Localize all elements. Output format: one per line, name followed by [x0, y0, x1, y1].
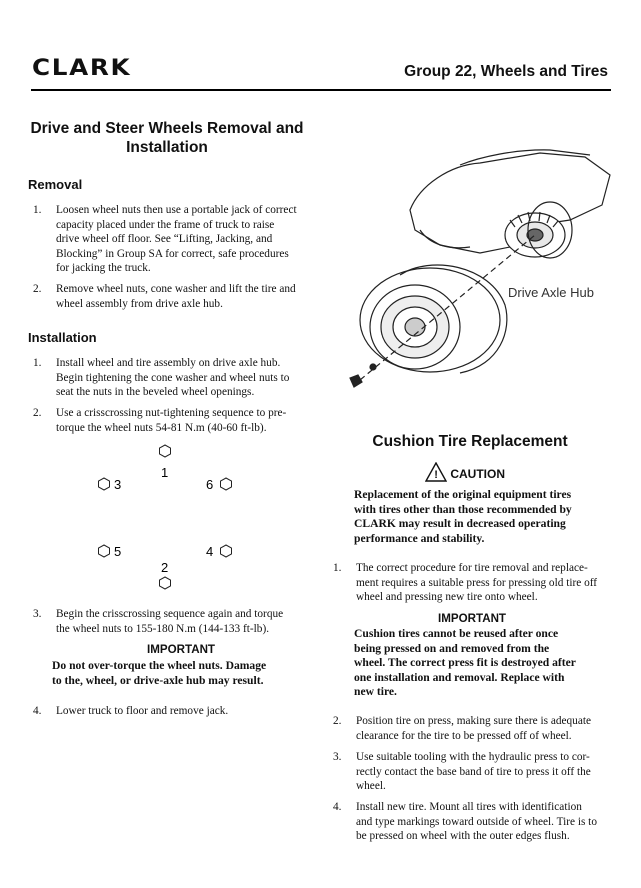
wheel-bore [405, 318, 425, 336]
nut-1-hex-icon [160, 445, 171, 457]
text-line: for jacking the truck. [56, 262, 151, 275]
text-line: Do not over-torque the wheel nuts. Damage [52, 659, 267, 672]
text-line: Install wheel and tire assembly on drive axle hub. [56, 357, 281, 369]
nut-label-3: 3 [114, 477, 122, 492]
nut-2-hex-icon [160, 577, 171, 589]
text-line: Remove wheel nuts, cone washer and lift the tire and [56, 283, 296, 295]
text-line: Install new tire. Mount all tires with identification [356, 801, 582, 813]
important-note-right [354, 627, 588, 700]
text-line: being pressed on and removed from the [354, 641, 550, 655]
text-line: Cushion tires cannot be reused after once [354, 627, 559, 640]
caution-note [354, 488, 590, 546]
removal-step-1 [33, 203, 308, 276]
text-line: ment requires a suitable press for pressing old tire off [356, 576, 598, 589]
page-header-title: Group 22, Wheels and Tires [404, 63, 608, 80]
nut-label-1: 1 [161, 465, 169, 480]
step-number: 2. [33, 407, 42, 419]
text-line: Begin tightening the cone washer and wheel nuts to [56, 371, 290, 384]
section-title [28, 119, 306, 157]
text-line: drive wheel off floor. See “Lifting, Jacking, and [56, 233, 273, 246]
nut-label-4: 4 [206, 544, 214, 559]
svg-text:!: ! [434, 469, 438, 481]
cushion-step-2 [333, 714, 611, 743]
cushion-step-3 [333, 750, 611, 794]
text-line: Use suitable tooling with the hydraulic press to cor- [356, 751, 590, 763]
install-step-2 [33, 406, 308, 435]
text-line: The correct procedure for tire removal and replace- [356, 562, 588, 574]
nut-6-hex-icon [221, 478, 232, 490]
nut-label-2: 2 [161, 560, 169, 575]
installation-heading: Installation [28, 330, 97, 345]
caution-header [425, 462, 505, 482]
header-rule [31, 89, 611, 91]
step-number: 2. [33, 283, 42, 295]
step-number: 1. [333, 562, 342, 574]
step-number: 4. [333, 801, 342, 813]
caution-title: CAUTION [450, 467, 506, 481]
section-title-line1: Drive and Steer Wheels Removal and [30, 120, 304, 137]
wheel-nut [350, 375, 362, 387]
cone-washer [370, 364, 376, 370]
nut-5-hex-icon [99, 545, 110, 557]
important-title-right: IMPORTANT [437, 612, 507, 625]
warning-icon [425, 462, 447, 482]
text-line: wheel. The correct press fit is destroyed after [354, 656, 576, 670]
step-number: 3. [33, 608, 42, 620]
cushion-tire-title: Cushion Tire Replacement [372, 433, 568, 450]
important-title-left: IMPORTANT [146, 643, 216, 656]
clark-logo: CLARK [32, 56, 132, 81]
install-step-3 [33, 607, 308, 636]
text-line: wheel and pressing new tire onto wheel. [356, 591, 538, 604]
nut-4-hex-icon [221, 545, 232, 557]
step-number: 1. [33, 357, 42, 369]
text-line: Use a crisscrossing nut-tightening sequence to pre- [56, 407, 287, 419]
install-step-1 [33, 356, 308, 400]
text-line: wheel. [356, 780, 386, 793]
text-line: clearance for the tire to be pressed off of wheel. [356, 729, 572, 742]
step-number: 3. [333, 751, 342, 763]
removal-heading: Removal [28, 177, 83, 192]
text-line: to the, wheel, or drive-axle hub may result. [52, 673, 264, 687]
step-number: 4. [33, 705, 42, 717]
figure-label-drive-axle-hub: Drive Axle Hub [508, 285, 594, 300]
nut-pattern-diagram [90, 440, 250, 595]
section-title-line2: Installation [126, 139, 208, 156]
text-line: with tires other than those recommended by [354, 502, 572, 516]
text-line: Lower truck to floor and remove jack. [56, 705, 229, 717]
text-line: Begin the crisscrossing sequence again and torque [56, 608, 284, 620]
text-line: Blocking” in Group SA for correct, safe procedures [56, 247, 289, 260]
text-line: torque the wheel nuts 54-81 N.m (40-60 ft-lb). [56, 421, 267, 434]
text-line: capacity placed under the frame of truck to raise [56, 218, 275, 231]
text-line: new tire. [354, 685, 397, 699]
text-line: Position tire on press, making sure there is adequate [356, 715, 591, 727]
text-line: wheel assembly from drive axle hub. [56, 297, 223, 310]
nut-3-hex-icon [99, 478, 110, 490]
cushion-step-4 [333, 800, 611, 844]
important-note-left [52, 659, 312, 688]
cushion-step-1 [333, 561, 611, 605]
text-line: be pressed on wheel with the outer edges flush. [356, 830, 570, 843]
text-line: Loosen wheel nuts then use a portable jack of correct [56, 204, 297, 216]
text-line: CLARK may result in decreased operating [354, 517, 566, 531]
text-line: and type markings toward outside of wheel. Tire is to [356, 815, 597, 828]
removal-step-2 [33, 282, 308, 311]
step-number: 2. [333, 715, 342, 727]
text-line: Replacement of the original equipment tires [354, 488, 572, 501]
install-step-4 [33, 704, 308, 719]
nut-label-5: 5 [114, 544, 122, 559]
text-line: performance and stability. [354, 531, 485, 545]
text-line: one installation and removal. Replace with [354, 670, 565, 684]
text-line: the wheel nuts to 155-180 N.m (144-133 ft-lb). [56, 622, 270, 635]
text-line: seat the nuts in the beveled wheel openings. [56, 386, 255, 399]
step-number: 1. [33, 204, 42, 216]
drive-axle-hub-illustration [340, 135, 625, 400]
nut-label-6: 6 [206, 477, 214, 492]
text-line: rectly contact the base band of tire to press it off the [356, 765, 591, 778]
